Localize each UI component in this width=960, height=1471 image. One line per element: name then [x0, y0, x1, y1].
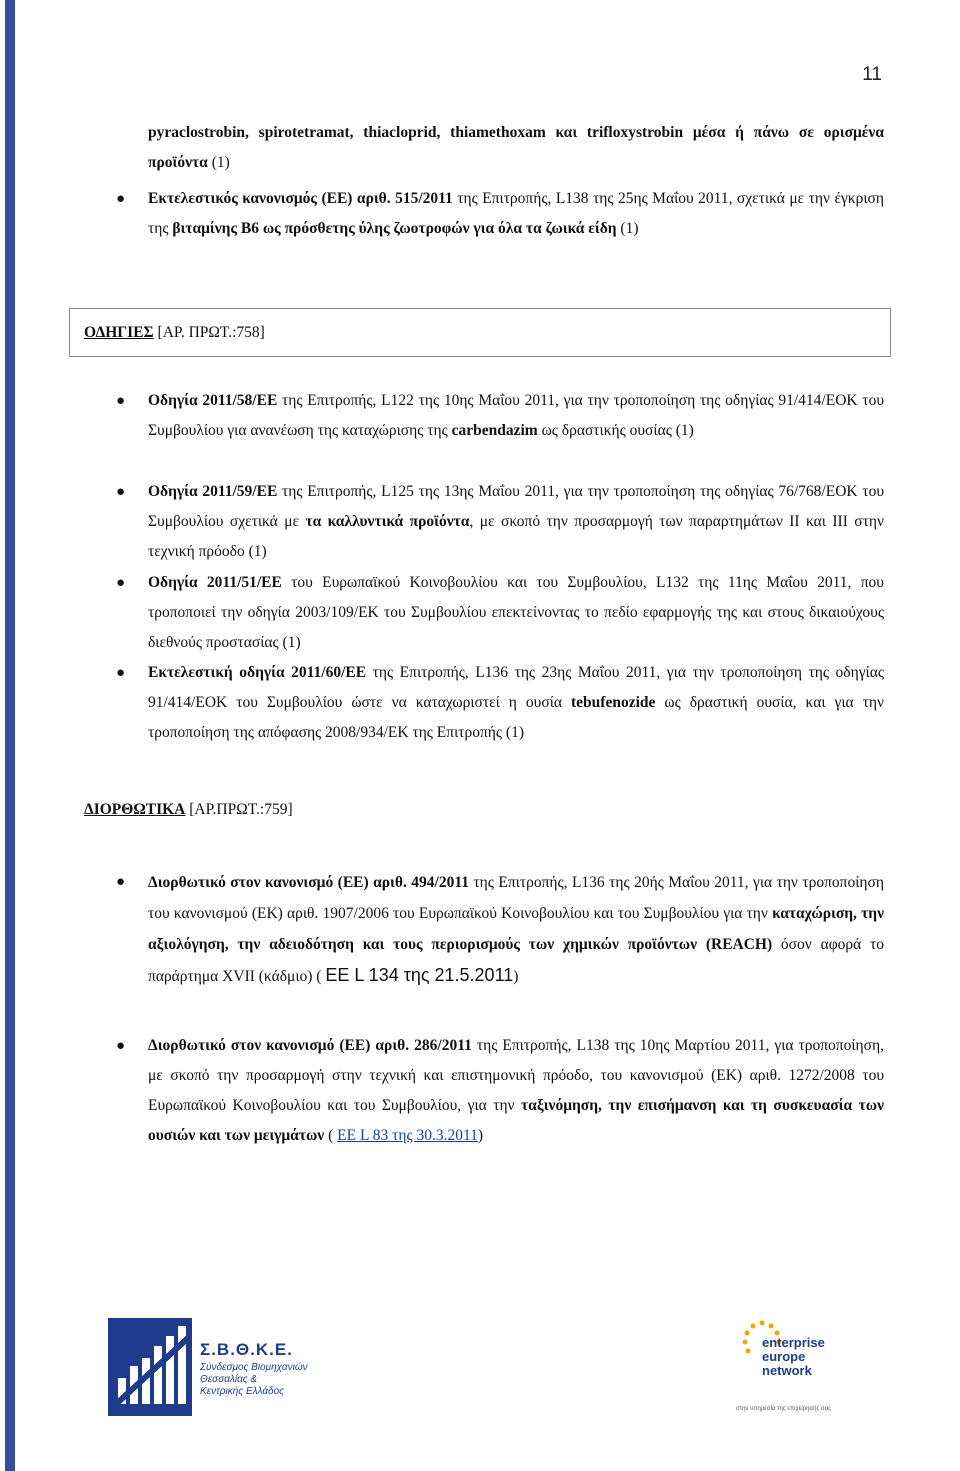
logo-subtitle [200, 1362, 308, 1398]
logo-line: Θεσσαλίας & [200, 1374, 258, 1385]
text-span: ) [477, 1127, 484, 1144]
bold-text: Διορθωτικό στον κανονισμό (ΕΕ) αριθ. 494/2011 [148, 874, 469, 891]
bold-text: ταξινόμηση, την επισήμανση και τη συσκευασία των ουσιών και των μειγμάτων [148, 1097, 884, 1144]
text-span: της Επιτροπής, L136 της 20ής Μαΐου 2011, για την τροποποίηση του κανονισμού (ΕΚ) αριθ. 1907/2006 του Ευρωπαϊκού Κοινοβουλίου και του Συμβουλίου για την [148, 874, 884, 922]
text-span: της Επιτροπής, L122 της 10ης Μαΐου 2011, για την τροποποίηση της οδηγίας 91/414/ΕΟΚ του Συμβουλίου για ανανέωση της καταχώρισης της [148, 392, 884, 439]
bullet-icon: ● [116, 575, 126, 591]
text-span: ως δραστικής ουσίας (1) [537, 422, 694, 439]
list-item [148, 477, 884, 567]
section-title: ΔΙΟΡΘΩΤΙΚΑ [84, 801, 186, 818]
bullet-icon: ● [116, 393, 126, 409]
text-span: όσον αφορά το παράρτημα XVII (κάδμιο) ( [148, 936, 884, 985]
section-ref: [ΑΡ. ΠΡΩΤ.:758] [153, 324, 265, 341]
sbtke-logo [108, 1318, 318, 1416]
list-item [148, 867, 884, 992]
section-heading-directives [84, 321, 265, 345]
page-left-border [5, 0, 15, 1471]
logo-title: Σ.Β.Θ.Κ.Ε. [200, 1340, 293, 1359]
text-span: ΕΕ L 134 της 21.5.2011 [325, 965, 514, 985]
bold-text: βιταμίνης B6 ως πρόσθετης ύλης ζωοτροφών για όλα τα ζωικά είδη [172, 220, 617, 237]
bold-text: pyraclostrobin, spirotetramat, thiacloprid, thiamethoxam και trifloxystrobin μέσα ή πάνω σε ορισμένα προϊόντα [148, 124, 884, 171]
logo-line: europe [762, 1349, 806, 1364]
text-span: (1) [616, 220, 639, 237]
list-item [148, 184, 884, 244]
logo-line: Σύνδεσμος Βιομηχανιών [200, 1362, 308, 1373]
bullet-icon: ● [116, 874, 126, 890]
logo-text [762, 1336, 825, 1378]
bold-text: carbendazim [451, 422, 538, 439]
bullet-icon: ● [116, 1038, 126, 1054]
text-span: (1) [207, 154, 230, 171]
text-span: της Επιτροπής, L125 της 13ης Μαΐου 2011, για την τροποποίηση της οδηγίας 76/768/ΕΟΚ του Συμβουλίου σχετικά με [148, 483, 884, 530]
list-item [148, 386, 884, 446]
text-span: ( [324, 1127, 338, 1144]
bold-text: τα καλλυντικά προϊόντα [305, 513, 470, 530]
bold-text: Οδηγία 2011/58/ΕΕ [148, 392, 278, 409]
bold-text: καταχώριση, την αξιολόγηση, την αδειοδότηση και τους περιορισμούς των χημικών προϊόντων (REACH) [148, 905, 884, 953]
list-item [148, 568, 884, 658]
logo-line: Κεντρικής Ελλάδος [200, 1386, 285, 1397]
enterprise-europe-network-logo [722, 1320, 842, 1420]
section-heading-corrigenda [84, 798, 293, 822]
list-item [148, 658, 884, 748]
text-span: του Ευρωπαϊκού Κοινοβουλίου και του Συμβουλίου, L132 της 11ης Μαΐου 2011, που τροποποιεί την οδηγία 2003/109/ΕΚ του Συμβουλίου επεκτείνοντας το πεδίο εφαρμογής της και στους δικαιούχους διεθνούς προστασίας (1) [148, 574, 884, 651]
bullet-icon: ● [116, 484, 126, 500]
text-span: , με σκοπό την προσαρμογή των παραρτημάτων II και III στην τεχνική πρόοδο (1) [148, 513, 884, 560]
bold-text: tebufenozide [571, 694, 656, 711]
text-span: ως δραστική ουσία, και για την τροποποίηση της απόφασης 2008/934/ΕΚ της Επιτροπής (1) [148, 694, 884, 741]
list-item [148, 118, 884, 178]
text-span: της Επιτροπής, L138 της 25ης Μαΐου 2011, σχετικά με την έγκριση της [148, 190, 884, 237]
page-number: 11 [862, 64, 882, 85]
bold-text: Διορθωτικό στον κανονισμό (ΕΕ) αριθ. 286/2011 [148, 1037, 472, 1054]
logo-line: enterprise [762, 1335, 825, 1350]
logo-line: network [762, 1363, 812, 1378]
text-span: της Επιτροπής, L138 της 10ης Μαρτίου 2011, για τροποποίηση, με σκοπό την προσαρμογή στην τεχνική και επιστημονική πρόοδο, του κανονισμού (ΕΚ) αριθ. 1272/2008 του Ευρωπαϊκού Κοινοβουλίου και του Συμβουλίου, για την [148, 1037, 884, 1114]
text-span: της Επιτροπής, L136 της 23ης Μαΐου 2011, για την τροποποίηση της οδηγίας 91/414/ΕΟΚ του Συμβουλίου ώστε να καταχωριστεί η ουσία [148, 664, 884, 711]
bullet-icon: ● [116, 191, 126, 207]
bold-text: Εκτελεστική οδηγία 2011/60/ΕΕ [148, 664, 367, 681]
bullet-icon: ● [116, 665, 126, 681]
bold-text: Οδηγία 2011/51/ΕΕ [148, 574, 282, 591]
bold-text: Οδηγία 2011/59/ΕΕ [148, 483, 278, 500]
list-item [148, 1031, 884, 1151]
section-title: ΟΔΗΓΙΕΣ [84, 324, 154, 341]
logo-tagline: στην υπηρεσία της επιχείρησής σας [736, 1406, 832, 1412]
bold-text: Εκτελεστικός κανονισμός (ΕΕ) αριθ. 515/2011 [148, 190, 453, 207]
oj-reference-link[interactable]: ΕΕ L 83 της 30.3.2011 [337, 1127, 478, 1144]
text-span: ) [513, 968, 519, 985]
section-ref: [ΑΡ.ΠΡΩΤ.:759] [185, 801, 293, 818]
